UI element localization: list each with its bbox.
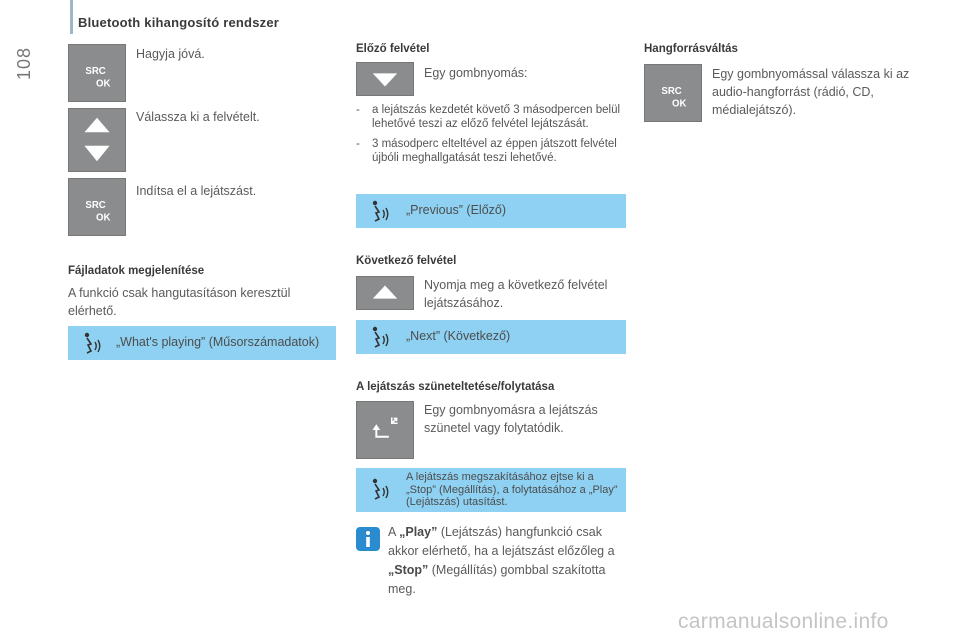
- step-2-text: Válassza ki a felvételt.: [136, 110, 260, 124]
- voice-command-bar-previous: [356, 194, 626, 228]
- file-data-title: Fájladatok megjelenítése: [68, 265, 205, 277]
- src-ok-icon: [69, 45, 125, 101]
- info-note: [388, 523, 628, 599]
- voice-command-icon: [370, 478, 390, 502]
- next-button-text: Nyomja meg a következő felvétel lejátszásához.: [424, 278, 608, 310]
- bullet-text-2: 3 másodperc elteltével az éppen játszott felvétel újbóli meghallgatását teszi lehetővé.: [372, 138, 617, 164]
- voice-command-bar-stop-play: [356, 468, 626, 512]
- pause-button-text: Egy gombnyomásra a lejátszás szünetel vagy folytatódik.: [424, 403, 598, 435]
- voice-text-next: „Next” (Következő): [406, 329, 511, 343]
- up-down-arrows-icon: [69, 109, 125, 171]
- voice-command-icon: [370, 326, 390, 350]
- bullet-text-1: a lejátszás kezdetét követő 3 másodpercen belül lehetővé teszi az előző felvétel lejátszását.: [372, 104, 621, 130]
- previous-title: Előző felvétel: [356, 43, 430, 55]
- info-stop: „Stop”: [388, 563, 429, 577]
- info-part-1: A: [388, 525, 400, 539]
- page-header-title: Bluetooth kihangosító rendszer: [78, 15, 280, 30]
- src-ok-button[interactable]: [68, 44, 126, 102]
- info-part-3: (Megállítás) gombbal szakította meg.: [388, 563, 606, 596]
- src-label: SRC: [85, 199, 106, 211]
- pause-title: A lejátszás szüneteltetése/folytatása: [356, 381, 555, 393]
- voice-command-icon: [82, 332, 102, 356]
- up-down-button[interactable]: [68, 108, 126, 172]
- step-3-text: Indítsa el a lejátszást.: [136, 184, 257, 198]
- src-ok-button-2[interactable]: [68, 178, 126, 236]
- info-part-2: (Lejátszás) hangfunkció csak akkor elérhető, ha a lejátszást előzőleg a: [388, 525, 615, 558]
- voice-text-previous: „Previous” (Előző): [406, 203, 507, 217]
- ok-label: OK: [672, 98, 687, 110]
- info-play: „Play”: [399, 525, 438, 539]
- ok-label: OK: [96, 212, 111, 224]
- arrow-up-icon: [357, 277, 413, 309]
- voice-command-bar-next: [356, 320, 626, 354]
- arrow-down-icon: [357, 63, 413, 95]
- src-label: SRC: [661, 85, 682, 97]
- play-pause-icon: [357, 402, 413, 458]
- previous-button[interactable]: [356, 62, 414, 96]
- next-title: Következő felvétel: [356, 255, 457, 267]
- watermark-text: carmanualsonline.info: [678, 610, 889, 633]
- previous-button-text: Egy gombnyomás:: [424, 66, 528, 80]
- source-text: Egy gombnyomással válassza ki az audio-hangforrást (rádió, CD, médialejátszó).: [712, 67, 910, 117]
- source-src-ok-button[interactable]: [644, 64, 702, 122]
- info-icon: [356, 527, 380, 551]
- voice-command-bar-whats-playing: [68, 326, 336, 360]
- next-button[interactable]: [356, 276, 414, 310]
- file-data-text: A funkció csak hangutasításon keresztül elérhető.: [68, 286, 291, 318]
- voice-text-stop-play: A lejátszás megszakításához ejtse ki a „Stop” (Megállítás), a folytatásához a „Play” (Lejátszás) utasítást.: [406, 471, 618, 508]
- play-pause-button[interactable]: [356, 401, 414, 459]
- step-1-text: Hagyja jóvá.: [136, 47, 205, 61]
- list-item: - 3 másodperc elteltével az éppen játszott felvétel újbóli meghallgatását teszi lehetővé.: [356, 138, 617, 164]
- previous-bullet-list: [356, 103, 628, 171]
- list-item: - a lejátszás kezdetét követő 3 másodpercen belül lehetővé teszi az előző felvétel lejátszását.: [356, 104, 621, 130]
- header-accent-bar: [70, 0, 73, 34]
- voice-text-whats-playing: „What's playing” (Műsorszámadatok): [116, 335, 320, 349]
- source-title: Hangforrásváltás: [644, 43, 738, 55]
- src-ok-icon: [645, 65, 701, 121]
- src-label: SRC: [85, 65, 106, 77]
- ok-label: OK: [96, 78, 111, 90]
- src-ok-icon: [69, 179, 125, 235]
- page-number: 108: [14, 46, 34, 80]
- voice-command-icon: [370, 200, 390, 224]
